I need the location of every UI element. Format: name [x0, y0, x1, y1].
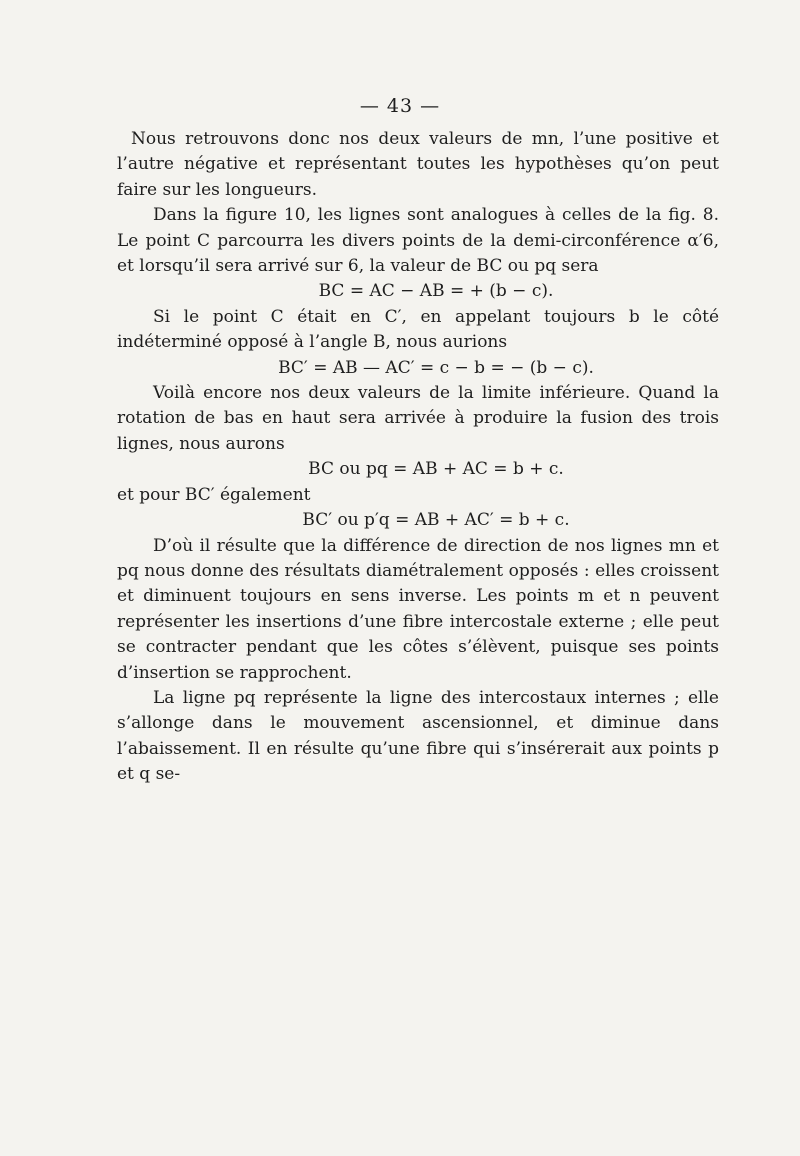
- paragraph-2: Dans la figure 10, les lignes sont analogues à celles de la fig. 8. Le point C parcourra les divers points de la demi-circonférence α′6, et lorsqu’il sera arrivé sur 6, la valeur de BC ou pq sera: [117, 205, 719, 277]
- page-number: — 43 —: [359, 95, 441, 117]
- equation-2: BC′ = AB — AC′ = c − b = − (b − c).: [278, 357, 594, 378]
- paragraph-5: et pour BC′ également: [117, 484, 311, 505]
- equation-1: BC = AC − AB = + (b − c).: [318, 281, 554, 302]
- equation-3: BC ou pq = AB + AC = b + c.: [308, 459, 564, 480]
- paragraph-1: Nous retrouvons donc nos deux valeurs de mn, l’une positive et l’autre négative et représentant toutes les hypothèses qu’on peut faire sur les longueurs.: [117, 129, 719, 200]
- paragraph-4: Voilà encore nos deux valeurs de la limite inférieure. Quand la rotation de bas en haut sera arrivée à produire la fusion des trois lignes, nous aurons: [117, 383, 719, 454]
- paragraph-6: D’où il résulte que la différence de direction de nos lignes mn et pq nous donne des résultats diamétralement opposés : elles croissent et diminuent toujours en sens inverse. Les points m et n peuvent représenter les insertions d’une fibre intercostale externe ; elle peut se contracter pendant que les côtes s’élèvent, puisque ses points d’insertion se rapprochent.: [117, 535, 719, 683]
- paragraph-7: La ligne pq représente la ligne des intercostaux internes ; elle s’allonge dans le mouvement ascensionnel, et diminue dans l’abaissement. Il en résulte qu’une fibre qui s’insérerait aux points p et q se-: [117, 687, 719, 785]
- equation-4: BC′ ou p′q = AB + AC′ = b + c.: [302, 510, 570, 531]
- paragraph-3: Si le point C était en C′, en appelant toujours b le côté indéterminé opposé à l’angle B, nous aurions: [117, 306, 719, 353]
- body-text: [117, 127, 719, 788]
